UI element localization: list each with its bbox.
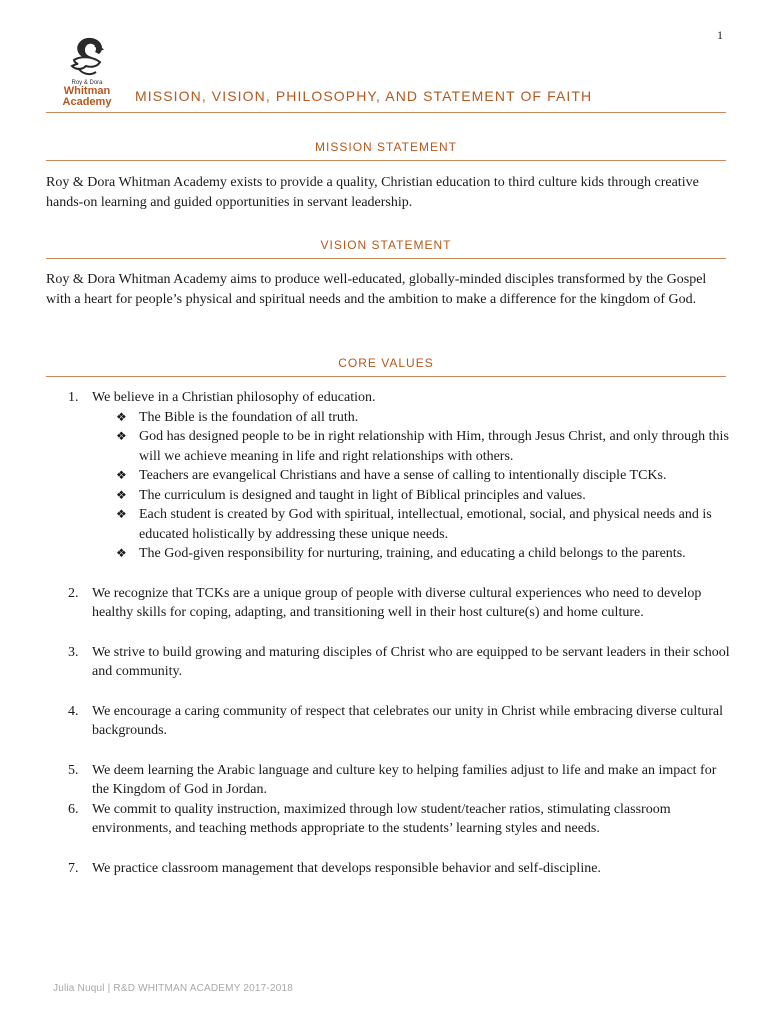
item-text: We deem learning the Arabic language and culture key to helping families adjust to life and make an impact for the Kingdom of God in Jordan.	[92, 762, 717, 797]
core-value-item	[46, 388, 736, 564]
sub-bullet-text: Each student is created by God with spiritual, intellectual, emotional, social, and physical needs and is educated holistically by addressing these unique needs.	[139, 507, 712, 542]
item-number: 1.	[68, 390, 79, 405]
core-value-item	[46, 584, 736, 623]
sub-bullet-text: Teachers are evangelical Christians and have a sense of calling to intentionally disciple TCKs.	[139, 468, 667, 483]
core-value-item	[46, 859, 736, 879]
core-value-item	[46, 761, 736, 800]
page-title: MISSION, VISION, PHILOSOPHY, AND STATEMENT OF FAITH	[135, 88, 593, 104]
core-values-divider	[46, 376, 726, 377]
sub-bullet-text: The God-given responsibility for nurturing, training, and educating a child belongs to the parents.	[139, 546, 686, 561]
item-text: We practice classroom management that develops responsible behavior and self-discipline.	[92, 860, 601, 876]
title-divider	[46, 112, 726, 113]
mission-text: Roy & Dora Whitman Academy exists to provide a quality, Christian education to third culture kids through creative hands-on learning and guided opportunities in servant leadership.	[46, 175, 699, 210]
core-value-item	[46, 800, 736, 839]
vision-text: Roy & Dora Whitman Academy aims to produce well-educated, globally-minded disciples transformed by the Gospel with a heart for people’s physical and spiritual needs and the ambition to make a difference for the kingdom of God.	[46, 272, 707, 307]
item-number: 2.	[68, 585, 79, 601]
sub-bullet	[46, 427, 736, 466]
logo-text-whitman: Whitman	[63, 85, 111, 97]
sub-bullet-text: The curriculum is designed and taught in light of Biblical principles and values.	[139, 487, 586, 503]
diamond-bullet-icon: ❖	[116, 546, 127, 560]
sub-bullet	[46, 486, 736, 506]
mission-heading: MISSION STATEMENT	[315, 140, 457, 154]
sub-bullet-list	[46, 408, 736, 564]
mission-divider	[46, 160, 726, 161]
sub-bullet	[46, 408, 736, 428]
item-text: We commit to quality instruction, maximized through low student/teacher ratios, stimulating classroom environments, and teaching methods appropriate to the students’ learning styles and needs.	[92, 801, 671, 836]
item-number: 5.	[68, 762, 79, 778]
diamond-bullet-icon: ❖	[116, 507, 127, 521]
core-values-heading: CORE VALUES	[338, 356, 434, 370]
sub-bullet-text: God has designed people to be in right relationship with Him, through Jesus Christ, and only through this will we achieve meaning in life and right relationships with others.	[139, 429, 729, 464]
item-number: 7.	[68, 860, 79, 876]
diamond-bullet-icon: ❖	[116, 409, 127, 424]
core-value-item	[46, 643, 736, 682]
logo-text-academy: Academy	[62, 96, 112, 108]
item-text: We strive to build growing and maturing disciples of Christ who are equipped to be servant leaders in their school and community.	[92, 644, 730, 679]
item-text: We encourage a caring community of respect that celebrates our unity in Christ while embracing diverse cultural backgrounds.	[92, 703, 723, 738]
core-values-list	[46, 388, 736, 878]
sub-bullet	[46, 505, 736, 544]
item-text: We believe in a Christian philosophy of education.	[92, 390, 376, 405]
sub-bullet-text: The Bible is the foundation of all truth.	[139, 409, 359, 425]
school-logo	[58, 36, 116, 110]
core-value-item	[46, 702, 736, 741]
page-number: 1	[717, 28, 723, 42]
item-number: 6.	[68, 801, 79, 817]
page-footer: Julia Nuqul | R&D WHITMAN ACADEMY 2017-2018	[53, 983, 293, 994]
diamond-bullet-icon: ❖	[116, 487, 127, 502]
diamond-bullet-icon: ❖	[116, 468, 127, 482]
logo-subtitle: Roy & Dora	[71, 80, 103, 86]
sub-bullet	[46, 466, 736, 486]
sub-bullet	[46, 544, 736, 564]
item-number: 4.	[68, 703, 79, 719]
eagle-icon	[68, 36, 106, 80]
diamond-bullet-icon: ❖	[116, 429, 127, 443]
item-number: 3.	[68, 644, 79, 660]
item-text: We recognize that TCKs are a unique group of people with diverse cultural experiences who need to develop healthy skills for coping, adapting, and transitioning well in their host culture(s) and home culture.	[92, 585, 702, 620]
vision-heading: VISION STATEMENT	[320, 238, 452, 252]
vision-divider	[46, 258, 726, 259]
